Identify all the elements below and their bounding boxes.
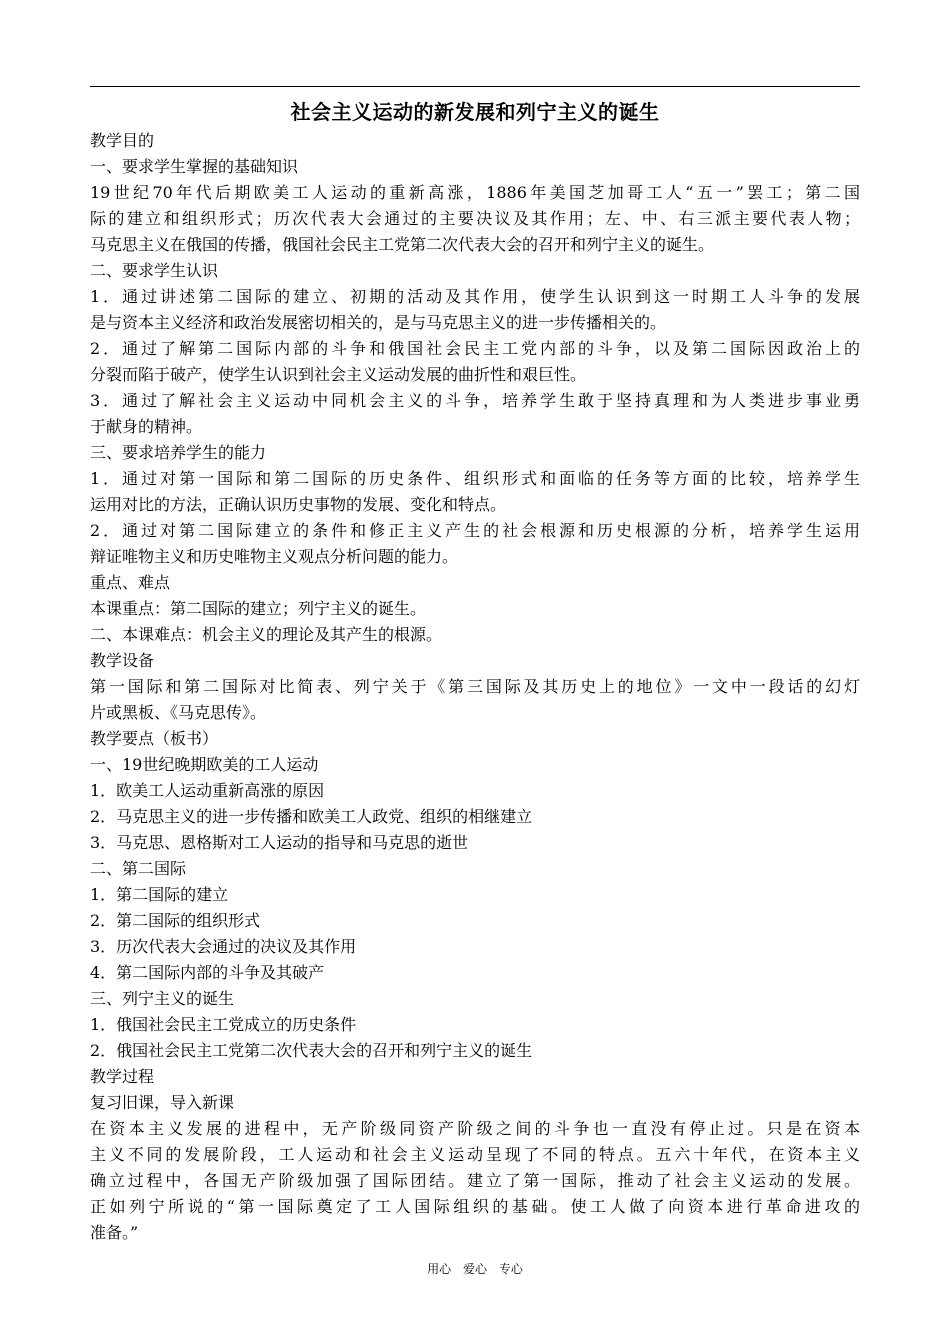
text-line: 教学过程 <box>90 1067 155 1086</box>
text-line: 1．通过对第一国际和第二国际的历史条件、组织形式和面临的任务等方面的比较，培养学生 <box>90 469 860 488</box>
text-line: 主义不同的发展阶段，工人运动和社会主义运动呈现了不同的特点。五六十年代，在资本主义 <box>90 1145 860 1164</box>
text-line: 3．通过了解社会主义运动中同机会主义的斗争，培养学生敢于坚持真理和为人类进步事业勇 <box>90 391 860 410</box>
footer-text-1: 用心 <box>427 1262 452 1276</box>
text-line: 第一国际和第二国际对比简表、列宁关于《第三国际及其历史上的地位》一文中一段话的幻灯 <box>90 677 860 696</box>
text-line: 片或黑板、《马克思传》。 <box>90 703 267 722</box>
text-line: 于献身的精神。 <box>90 417 203 436</box>
document-text <box>90 128 860 1246</box>
page-footer <box>0 1260 950 1278</box>
text-line: 2．俄国社会民主工党第二次代表大会的召开和列宁主义的诞生 <box>90 1041 533 1060</box>
document-title: 社会主义运动的新发展和列宁主义的诞生 <box>290 100 660 124</box>
text-line: 确立过程中，各国无产阶级加强了国际团结。建立了第一国际，推动了社会主义运动的发展。 <box>90 1171 860 1190</box>
text-line: 二、要求学生认识 <box>90 261 219 280</box>
text-line: 3．马克思、恩格斯对工人运动的指导和马克思的逝世 <box>90 833 469 852</box>
text-line: 准备。” <box>90 1223 139 1242</box>
text-line: 际的建立和组织形式；历次代表大会通过的主要决议及其作用；左、中、右三派主要代表人物； <box>90 209 860 228</box>
text-line: 正如列宁所说的“第一国际奠定了工人国际组织的基础。使工人做了向资本进行革命进攻的 <box>90 1197 860 1216</box>
text-line: 复习旧课，导入新课 <box>90 1093 235 1112</box>
header-rule <box>90 86 860 87</box>
text-line: 1．欧美工人运动重新高涨的原因 <box>90 781 325 800</box>
text-line: 2．通过对第二国际建立的条件和修正主义产生的社会根源和历史根源的分析，培养学生运用 <box>90 521 860 540</box>
text-line: 是与资本主义经济和政治发展密切相关的，是与马克思主义的进一步传播相关的。 <box>90 313 667 332</box>
text-line: 教学目的 <box>90 131 155 150</box>
text-line: 1．第二国际的建立 <box>90 885 229 904</box>
text-line: 本课重点：第二国际的建立；列宁主义的诞生。 <box>90 599 427 618</box>
text-line: 重点、难点 <box>90 573 171 592</box>
text-line: 教学设备 <box>90 651 155 670</box>
text-line: 2．马克思主义的进一步传播和欧美工人政党、组织的相继建立 <box>90 807 533 826</box>
text-line: 在资本主义发展的进程中，无产阶级同资产阶级之间的斗争也一直没有停止过。只是在资本 <box>90 1119 860 1138</box>
document-body <box>90 96 860 1246</box>
text-line: 运用对比的方法，正确认识历史事物的发展、变化和特点。 <box>90 495 507 514</box>
text-line: 4．第二国际内部的斗争及其破产 <box>90 963 325 982</box>
text-line: 一、要求学生掌握的基础知识 <box>90 157 299 176</box>
footer-text-3: 专心 <box>498 1262 523 1276</box>
text-line: 2．通过了解第二国际内部的斗争和俄国社会民主工党内部的斗争，以及第二国际因政治上的 <box>90 339 860 358</box>
text-line: 三、要求培养学生的能力 <box>90 443 267 462</box>
text-line: 教学要点（板书） <box>90 729 219 748</box>
text-line: 一、19世纪晚期欧美的工人运动 <box>90 755 319 774</box>
text-line: 二、本课难点：机会主义的理论及其产生的根源。 <box>90 625 443 644</box>
text-line: 1．俄国社会民主工党成立的历史条件 <box>90 1015 357 1034</box>
text-line: 二、第二国际 <box>90 859 187 878</box>
text-line: 马克思主义在俄国的传播，俄国社会民主工党第二次代表大会的召开和列宁主义的诞生。 <box>90 235 715 254</box>
text-line: 1．通过讲述第二国际的建立、初期的活动及其作用，使学生认识到这一时期工人斗争的发展 <box>90 287 860 306</box>
text-line: 2．第二国际的组织形式 <box>90 911 261 930</box>
text-line: 3．历次代表大会通过的决议及其作用 <box>90 937 357 956</box>
text-line: 三、列宁主义的诞生 <box>90 989 235 1008</box>
text-line: 19世纪70年代后期欧美工人运动的重新高涨，1886年美国芝加哥工人“五一”罢工；第二国 <box>90 183 860 202</box>
text-line: 分裂而陷于破产，使学生认识到社会主义运动发展的曲折性和艰巨性。 <box>90 365 587 384</box>
footer-text-2: 爱心 <box>462 1262 487 1276</box>
text-line: 辩证唯物主义和历史唯物主义观点分析问题的能力。 <box>90 547 459 566</box>
